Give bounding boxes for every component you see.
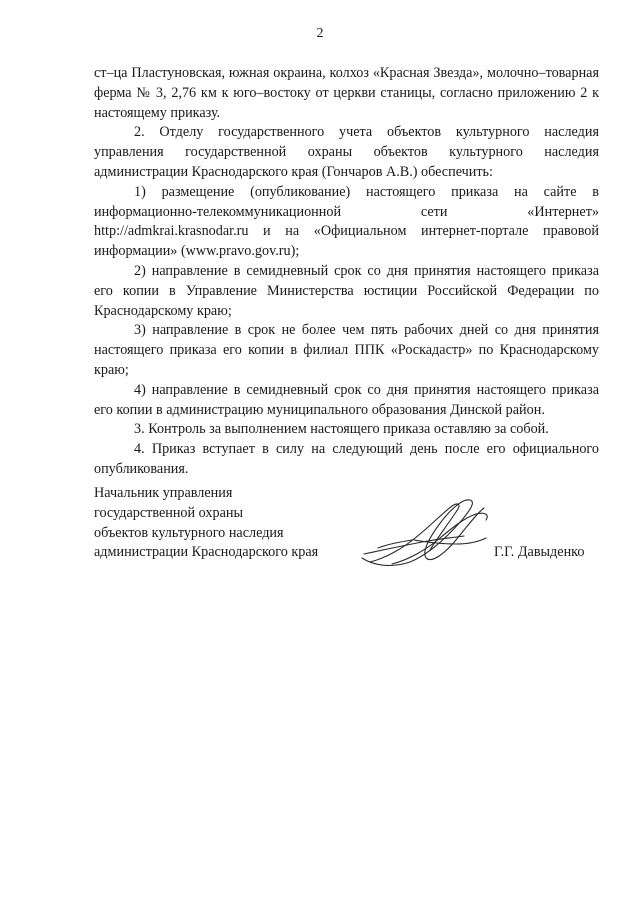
paragraph-continuation: ст–ца Пластуновская, южная окраина, колхоз «Красная Звезда», молочно–товарная ферма № 3, 2,76 км к юго–востоку от церкви станицы, согласно приложению 2 к настоящему приказу.: [94, 65, 599, 121]
paragraph-item-3: 3. Контроль за выполнением настоящего приказа оставляю за собой.: [134, 421, 549, 438]
signatory-title-line: Начальник управления: [94, 485, 233, 501]
paragraph-subitem-1: 1) размещение (опубликование) настоящего приказа на сайте в информационно-телекоммуникационной сети «Интернет» http://admkrai.krasnodar.ru и на «Официальном интернет-портале правовой информации» (www.pravo.gov.ru);: [94, 183, 599, 260]
paragraph-subitem-4: 4) направление в семидневный срок со дня принятия настоящего приказа его копии в администрацию муниципального образования Динской район.: [94, 381, 599, 418]
paragraph-subitem-2: 2) направление в семидневный срок со дня принятия настоящего приказа его копии в Управление Министерства юстиции Российской Федерации по Краснодарскому краю;: [94, 262, 599, 319]
signatory-title: [94, 484, 334, 563]
paragraph-subitem-3: 3) направление в срок не более чем пять рабочих дней со дня принятия настоящего приказа его копии в филиал ППК «Роскадастр» по Краснодарскому краю;: [94, 322, 599, 378]
signatory-name: Г.Г. Давыденко: [494, 544, 585, 560]
paragraph-item-2: 2. Отделу государственного учета объектов культурного наследия управления государственной охраны объектов культурного наследия администрации Краснодарского края (Гончаров А.В.) обеспечить:: [94, 124, 599, 180]
signatory-title-line: администрации Краснодарского края: [94, 544, 319, 561]
signatory-title-line: государственной охраны: [94, 504, 244, 521]
handwritten-signature: [352, 488, 502, 578]
signatory-title-line: объектов культурного наследия: [94, 524, 284, 541]
page-number: 2: [316, 26, 324, 41]
document-body: [94, 64, 599, 480]
paragraph-item-4: 4. Приказ вступает в силу на следующий день после его официального опубликования.: [94, 441, 599, 477]
